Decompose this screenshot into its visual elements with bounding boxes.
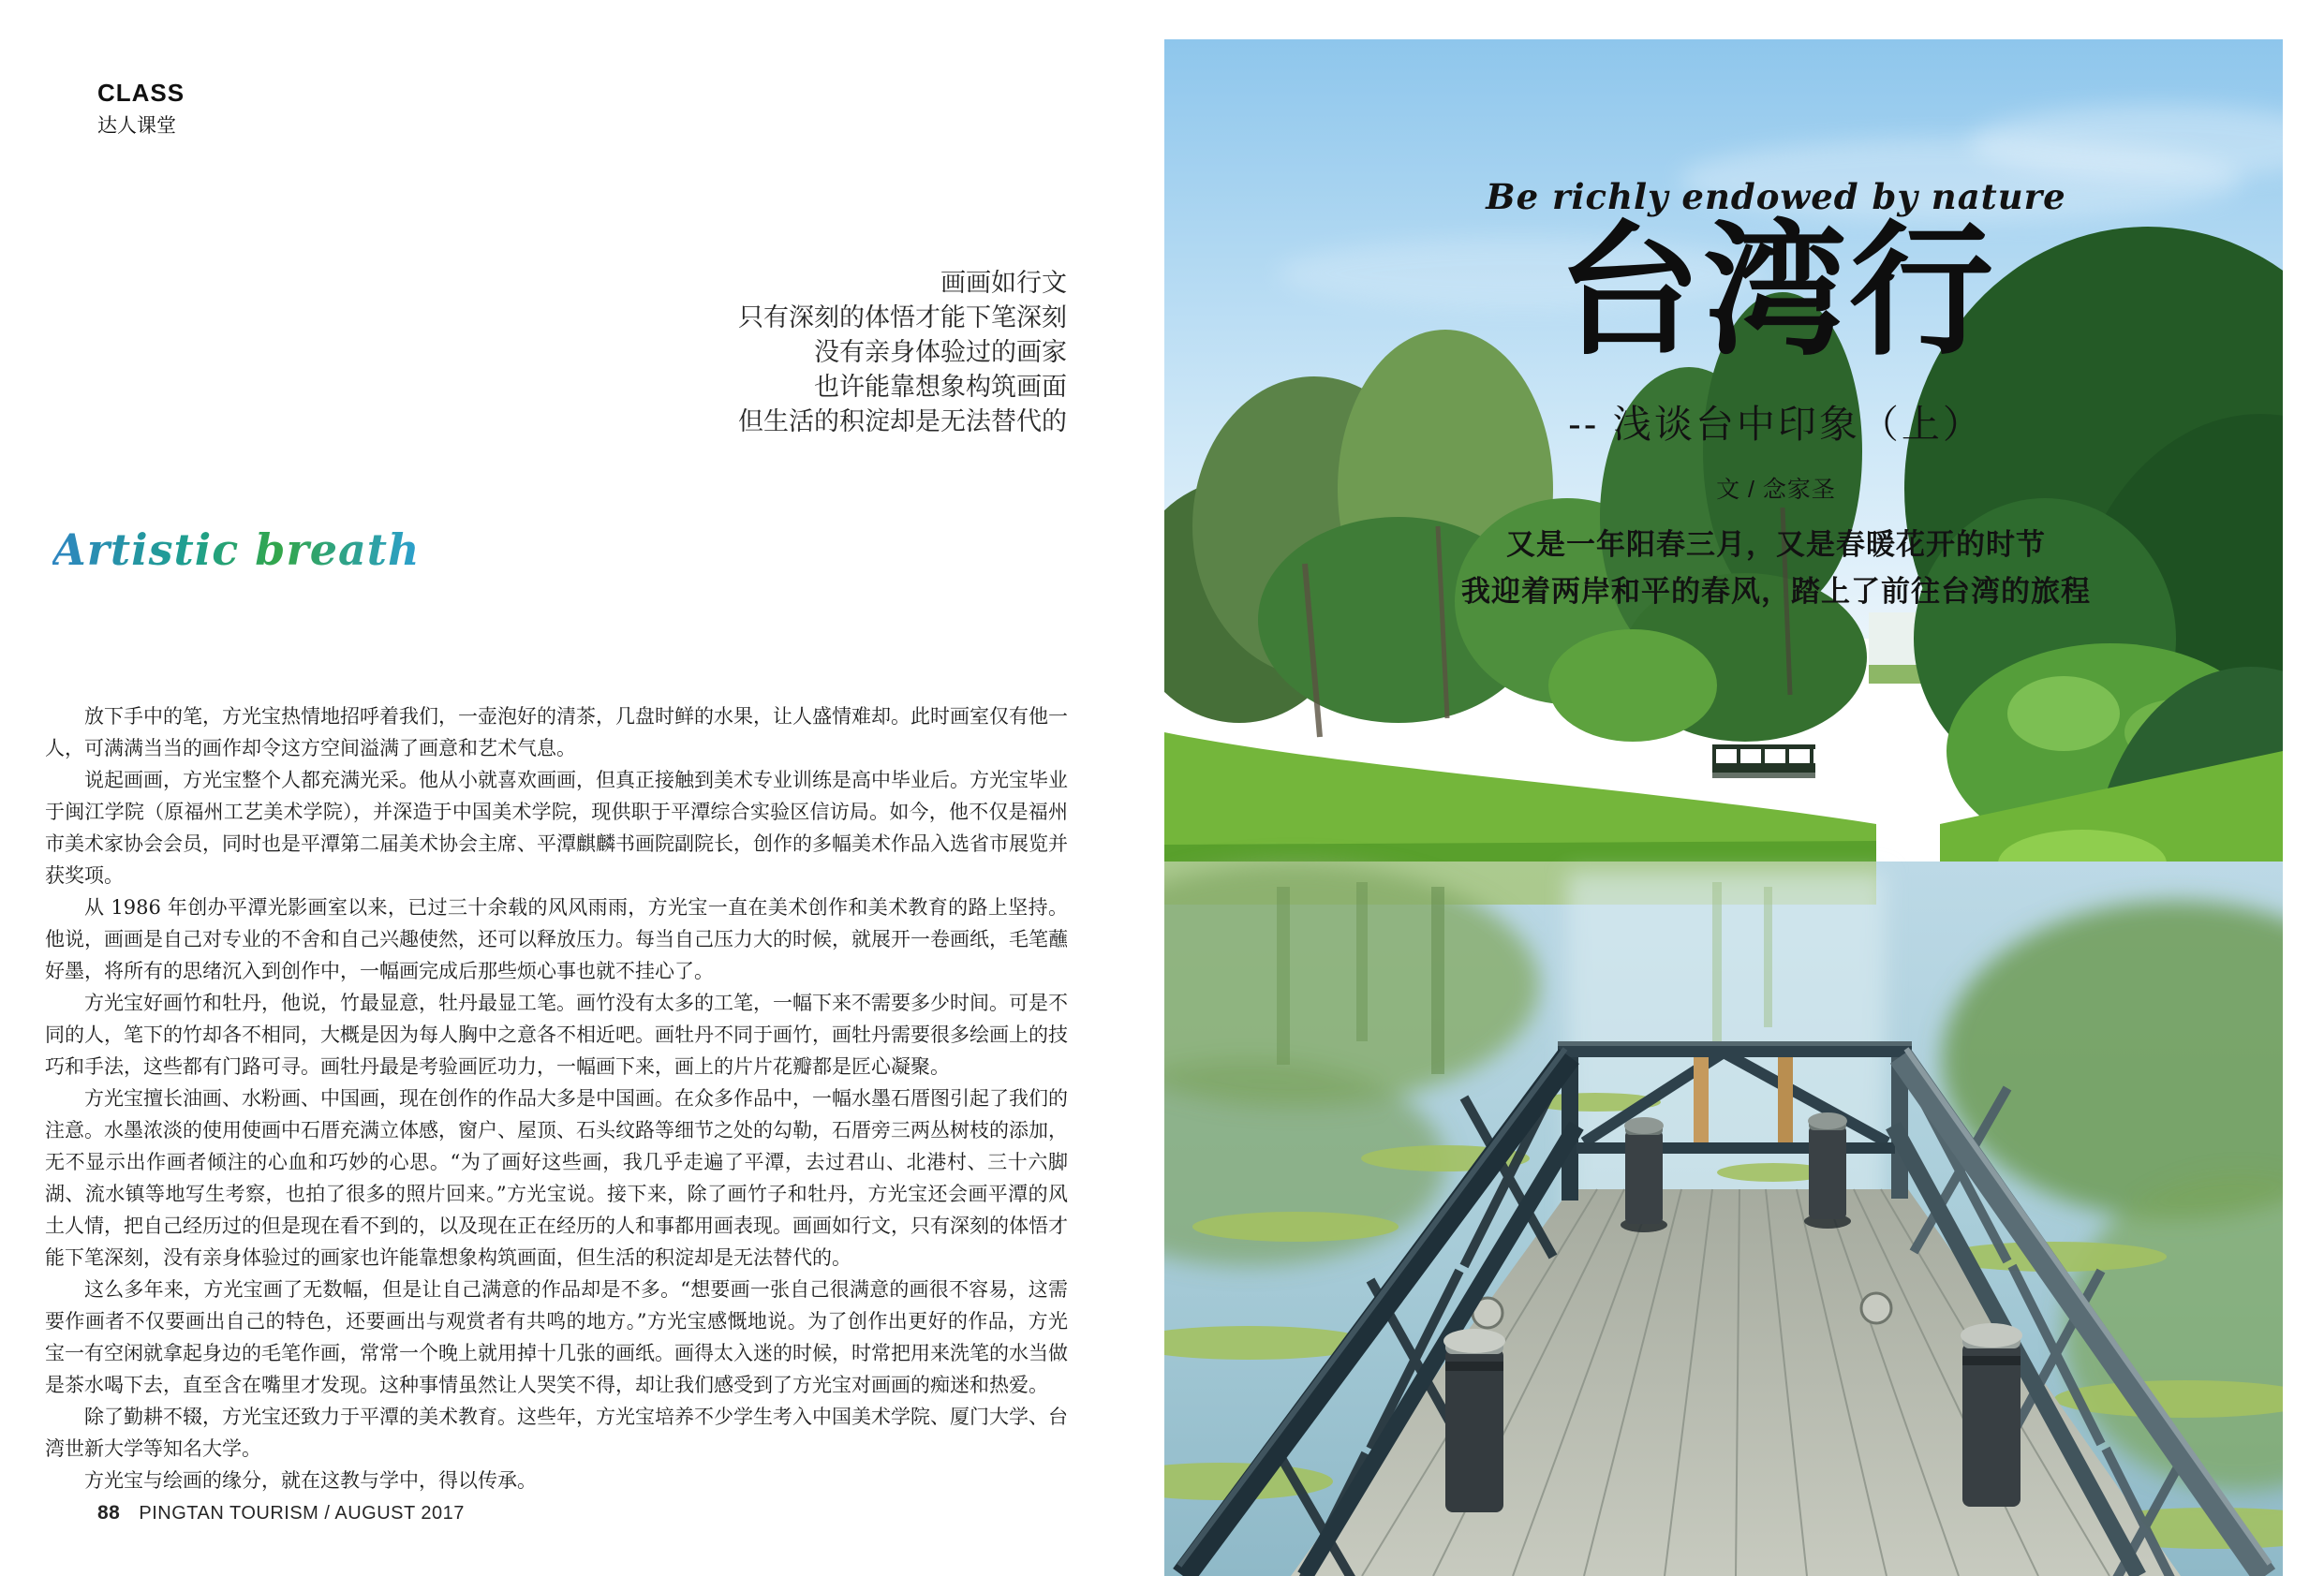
kicker-en: CLASS	[97, 79, 185, 107]
overline-script: Be richly endowed by nature	[1486, 176, 2066, 217]
intro-line: 又是一年阳春三月，又是春暖花开的时节	[1506, 528, 2046, 561]
section-kicker	[97, 79, 185, 139]
feature-subtitle: -- 浅谈台中印象（上）	[1568, 403, 1984, 446]
feature-title-block	[1164, 176, 2283, 615]
article-body	[45, 700, 1068, 1496]
distant-footbridge	[1712, 744, 1815, 778]
page-footer	[97, 1502, 465, 1524]
body-paragraph: 这么多年来，方光宝画了无数幅，但是让自己满意的作品却是不多。“想要画一张自己很满意的画很不容易，这需要作画者不仅要画出自己的特色，还要画出与观赏者有共鸣的地方。”方光宝感慨地说。为了创作出更好的作品，方光宝一有空闲就拿起身边的毛笔作画，常常一个晚上就用掉十几张的画纸。画得太入迷的时候，时常把用来洗笔的水当做是茶水喝下去，直至含在嘴里才发现。这种事情虽然让人哭笑不得，却让我们感受到了方光宝对画画的痴迷和热爱。	[45, 1278, 1068, 1396]
body-paragraph: 除了勤耕不辍，方光宝还致力于平潭的美术教育。这些年，方光宝培养不少学生考入中国美术学院、厦门大学、台湾世新大学等知名大学。	[45, 1406, 1068, 1460]
feature-title: 台湾行	[1556, 206, 1995, 376]
body-paragraph: 从 1986 年创办平潭光影画室以来，已过三十余载的风风雨雨，方光宝一直在美术创作和美术教育的路上坚持。他说，画画是自己对专业的不舍和自己兴趣使然，还可以释放压力。每当自己压力大的时候，就展开一卷画纸，毛笔蘸好墨，将所有的思绪沉入到创作中，一幅画完成后那些烦心事也就不挂心了。	[45, 896, 1068, 982]
pull-quote-line: 没有亲身体验过的画家	[814, 338, 1067, 366]
pull-quote-line: 也许能靠想象构筑画面	[814, 373, 1067, 401]
pull-quote-line: 但生活的积淀却是无法替代的	[738, 407, 1067, 435]
feature-photo	[1164, 39, 2283, 1576]
byline: 文 / 念家圣	[1716, 477, 1836, 503]
kicker-zh: 达人课堂	[97, 115, 176, 137]
journal-name: PINGTAN TOURISM / AUGUST 2017	[139, 1503, 465, 1524]
body-paragraph: 方光宝好画竹和牡丹，他说，竹最显意，牡丹最显工笔。画竹没有太多的工笔，一幅下来不需要多少时间。可是不同的人，笔下的竹却各不相同，大概是因为每人胸中之意各不相近吧。画牡丹不同于画竹，画牡丹需要很多绘画上的技巧和手法，这些都有门路可寻。画牡丹最是考验画匠功力，一幅画下来，画上的片片花瓣都是匠心凝聚。	[45, 992, 1068, 1078]
body-paragraph: 说起画画，方光宝整个人都充满光采。他从小就喜欢画画，但真正接触到美术专业训练是高中毕业后。方光宝毕业于闽江学院（原福州工艺美术学院），并深造于中国美术学院，现供职于平潭综合实验区信访局。如今，他不仅是福州市美术家协会会员，同时也是平潭第二届美术协会主席、平潭麒麟书画院副院长，创作的多幅美术作品入选省市展览并获奖项。	[45, 769, 1068, 887]
pull-quote-line: 只有深刻的体悟才能下笔深刻	[738, 303, 1067, 331]
body-paragraph: 放下手中的笔，方光宝热情地招呼着我们，一壶泡好的清茶，几盘时鲜的水果，让人盛情难却。此时画室仅有他一人，可满满当当的画作却令这方空间溢满了画意和艺术气息。	[45, 705, 1068, 759]
pull-quote-line: 画画如行文	[940, 269, 1067, 297]
page-number: 88	[97, 1502, 121, 1524]
pull-quote	[738, 266, 1067, 439]
body-paragraph: 方光宝与绘画的缘分，就在这教与学中，得以传承。	[84, 1469, 537, 1492]
body-paragraph: 方光宝擅长油画、水粉画、中国画，现在创作的作品大多是中国画。在众多作品中，一幅水墨石厝图引起了我们的注意。水墨浓淡的使用使画中石厝充满立体感，窗户、屋顶、石头纹路等细节之处的勾勒，石厝旁三两丛树枝的添加，无不显示出作画者倾注的心血和巧妙的心思。“为了画好这些画，我几乎走遍了平潭，去过君山、北港村、三十六脚湖、流水镇等地写生考察，也拍了很多的照片回来。”方光宝说。接下来，除了画竹子和牡丹，方光宝还会画平潭的风土人情，把自己经历过的但是现在看不到的，以及现在正在经历的人和事都用画表现。画画如行文，只有深刻的体悟才能下笔深刻，没有亲身体验过的画家也许能靠想象构筑画面，但生活的积淀却是无法替代的。	[45, 1087, 1068, 1269]
intro-line: 我迎着两岸和平的春风，踏上了前往台湾的旅程	[1461, 575, 2091, 608]
intro-lines	[1269, 522, 2283, 615]
section-heading-script: Artistic breath	[52, 524, 421, 575]
